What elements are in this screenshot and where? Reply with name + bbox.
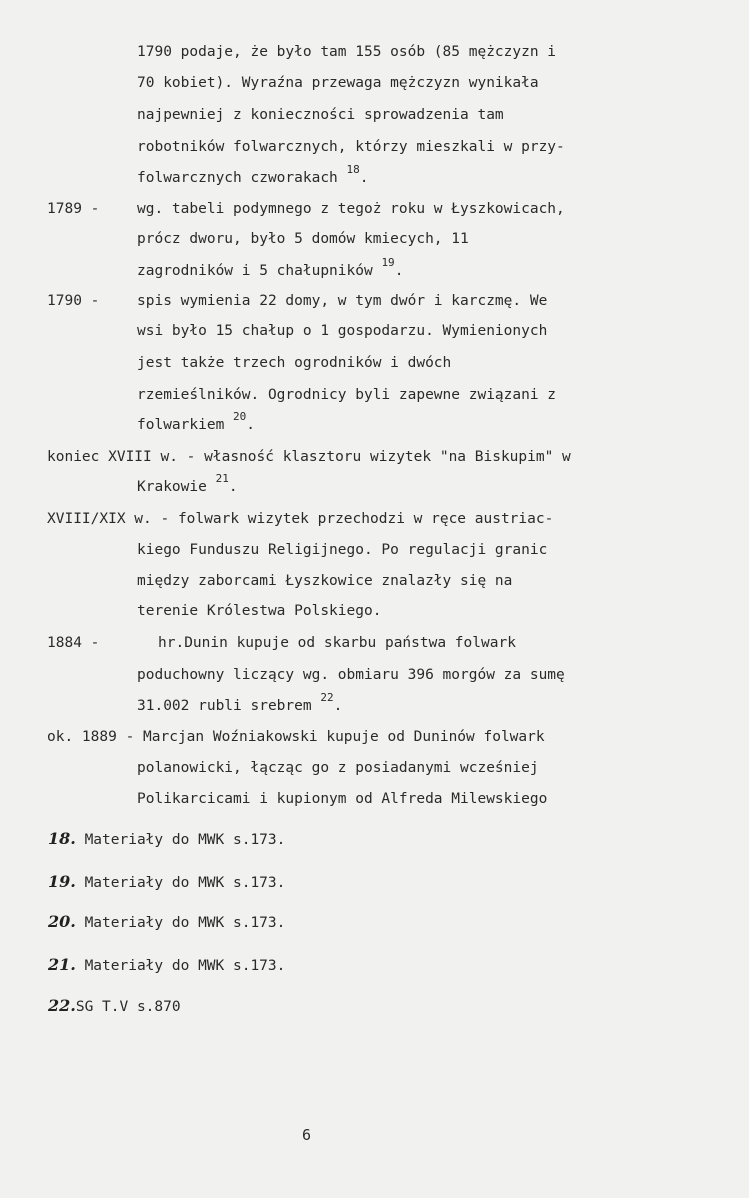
entry-label-1884: 1884 - [47,635,100,651]
text-line: Polikarcicami i kupionym od Alfreda Milewskiego [137,791,548,807]
footnote-number: 20. [48,912,76,931]
text-line: polanowicki, łącząc go z posiadanymi wcześniej [137,760,539,776]
footnote [48,913,285,932]
text-line: XVIII/XIX w. - folwark wizytek przechodzi w ręce austriac- [47,511,554,527]
text-line: 1790 podaje, że było tam 155 osób (85 mężczyzn i [137,44,557,60]
text-line: rzemieślników. Ogrodnicy byli zapewne związani z [137,387,557,403]
footnote [48,830,285,849]
text-span: Krakowie [137,479,207,495]
footnote-number: 19. [48,872,76,891]
text-line: prócz dworu, było 5 domów kmiecych, 11 [137,231,469,247]
text-line: wsi było 15 chałup o 1 gospodarzu. Wymienionych [137,323,548,339]
text-line: robotników folwarcznych, którzy mieszkali w przy- [137,139,565,155]
footnote-text: Materiały do MWK s.173. [84,915,286,931]
text-line: między zaborcami Łyszkowice znalazły się na [137,573,513,589]
footnote-number: 22. [48,996,76,1015]
footnote-text: SG T.V s.870 [75,999,181,1015]
footnote [48,873,285,892]
text-line: spis wymienia 22 domy, w tym dwór i karczmę. We [137,293,548,309]
text-line [137,256,404,280]
text-span: . [228,479,238,495]
footnote-ref: 22 [320,691,334,704]
text-line: hr.Dunin kupuje od skarbu państwa folwark [158,635,516,651]
text-line: koniec XVIII w. - własność klasztoru wizytek "na Biskupim" w [47,449,571,465]
text-line: wg. tabeli podymnego z tegoż roku w Łyszkowicach, [137,201,565,217]
entry-label-1790: 1790 - [47,293,100,309]
text-span: . [394,263,404,279]
footnote-text: Materiały do MWK s.173. [84,875,286,891]
text-line [137,691,343,715]
text-span: . [359,170,369,186]
text-line [137,410,256,434]
text-line: poduchowny liczący wg. obmiaru 396 morgów za sumę [137,667,565,683]
footnote-ref: 20 [233,410,247,423]
text-line: 70 kobiet). Wyraźna przewaga mężczyzn wynikała [137,75,539,91]
footnote-number: 21. [48,955,76,974]
text-line: kiego Funduszu Religijnego. Po regulacji granic [137,542,548,558]
footnote-text: Materiały do MWK s.173. [84,832,286,848]
text-span: . [333,698,343,714]
entry-label-1789: 1789 - [47,201,100,217]
page-number: 6 [302,1126,312,1144]
footnote-text: Materiały do MWK s.173. [84,958,286,974]
text-line: terenie Królestwa Polskiego. [137,603,382,619]
footnote-number: 18. [48,829,76,848]
text-line [137,163,369,187]
text-line: jest także trzech ogrodników i dwóch [137,355,452,371]
text-span: folwarcznych czworakach [137,170,338,186]
footnote [48,997,181,1016]
footnote [48,956,285,975]
text-span: . [246,417,256,433]
text-line: ok. 1889 - Marcjan Woźniakowski kupuje od Duninów folwark [47,729,545,745]
text-line [137,472,238,496]
text-span: zagrodników i 5 chałupników [137,263,373,279]
text-line: najpewniej z konieczności sprowadzenia tam [137,107,504,123]
footnote-ref: 18 [346,163,360,176]
text-span: folwarkiem [137,417,225,433]
text-span: 31.002 rubli srebrem [137,698,312,714]
footnote-ref: 19 [381,256,395,269]
footnote-ref: 21 [215,472,229,485]
